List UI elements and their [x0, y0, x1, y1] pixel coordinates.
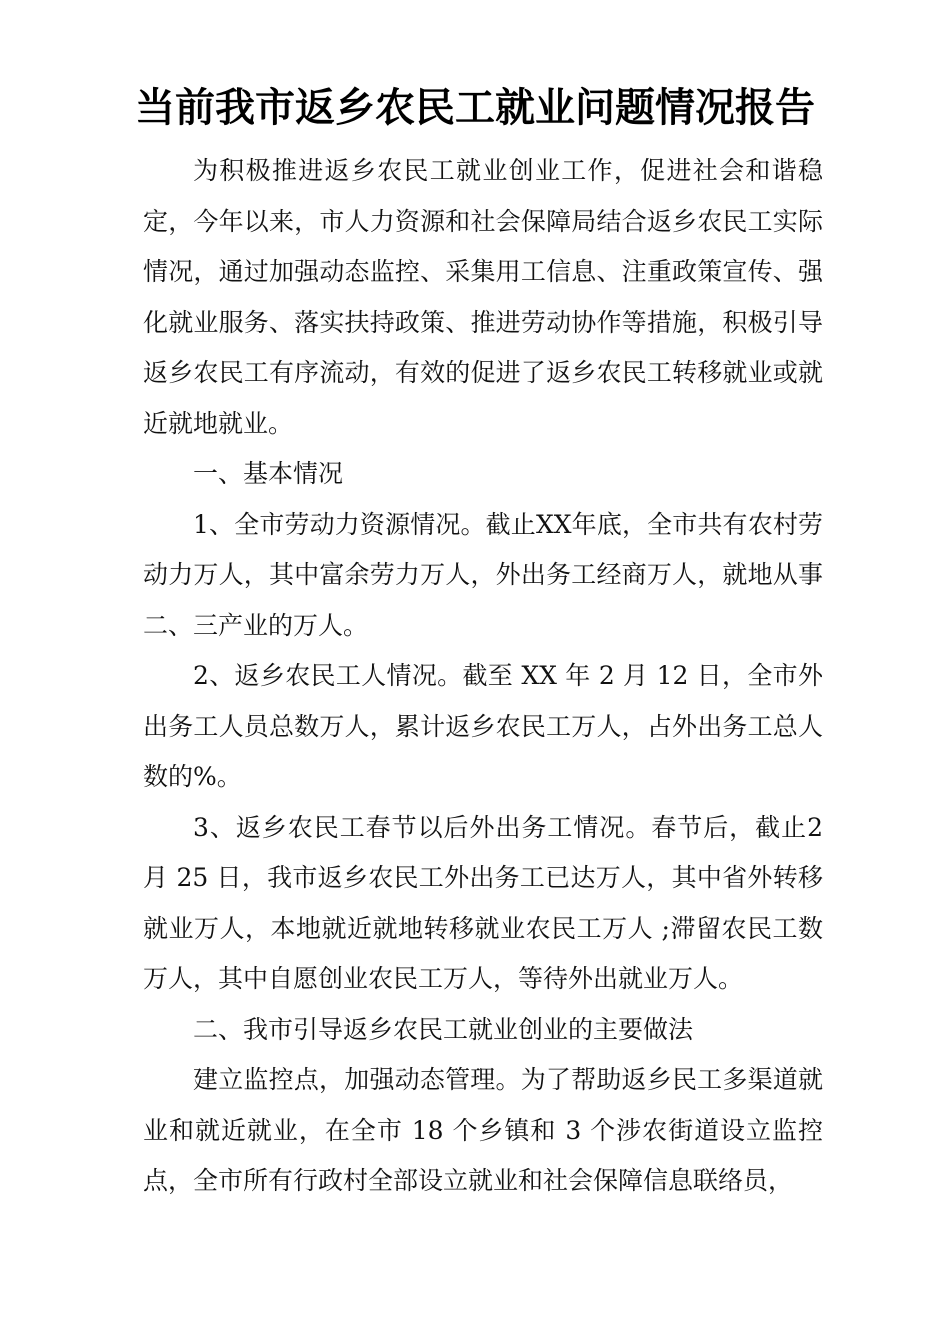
paragraph-returning-workers: 2、返乡农民工人情况。截至 XX 年 2 月 12 日，全市外出务工人员总数万人，累计返乡农民工万人，占外出务工总人数的%。 — [143, 661, 823, 791]
section-heading-main-measures: 二、我市引导返乡农民工就业创业的主要做法 — [193, 1014, 694, 1044]
section-heading-basic-situation: 一、基本情况 — [193, 459, 344, 488]
paragraph-labor-resources: 1、全市劳动力资源情况。截止XX年底，全市共有农村劳动力万人，其中富余劳力万人，外出务工经商万人，就地从事二、三产业的万人。 — [143, 509, 823, 640]
intro-paragraph: 为积极推进返乡农民工就业创业工作，促进社会和谐稳定，今年以来，市人力资源和社会保障局结合返乡农民工实际情况，通过加强动态监控、采集用工信息、注重政策宣传、强化就业服务、落实扶持政策、推进劳动协作等措施，积极引导返乡农民工有序流动，有效的促进了返乡农民工转移就业或就近就地就业。 — [143, 156, 823, 438]
paragraph-monitoring-points: 建立监控点，加强动态管理。为了帮助返乡民工多渠道就业和就近就业，在全市 18 个乡镇和 3 个涉农街道设立监控点，全市所有行政村全部设立就业和社会保障信息联络员， — [143, 1065, 823, 1195]
document-body — [143, 146, 823, 1207]
paragraph-post-festival-work: 3、返乡农民工春节以后外出务工情况。春节后，截止2月 25 日，我市返乡农民工外出务工已达万人，其中省外转移就业万人，本地就近就地转移就业农民工万人 ;滞留农民工数万人，其中自愿创业农民工万人，等待外出就业万人。 — [143, 812, 823, 993]
document-title: 当前我市返乡农民工就业问题情况报告 — [135, 84, 815, 131]
